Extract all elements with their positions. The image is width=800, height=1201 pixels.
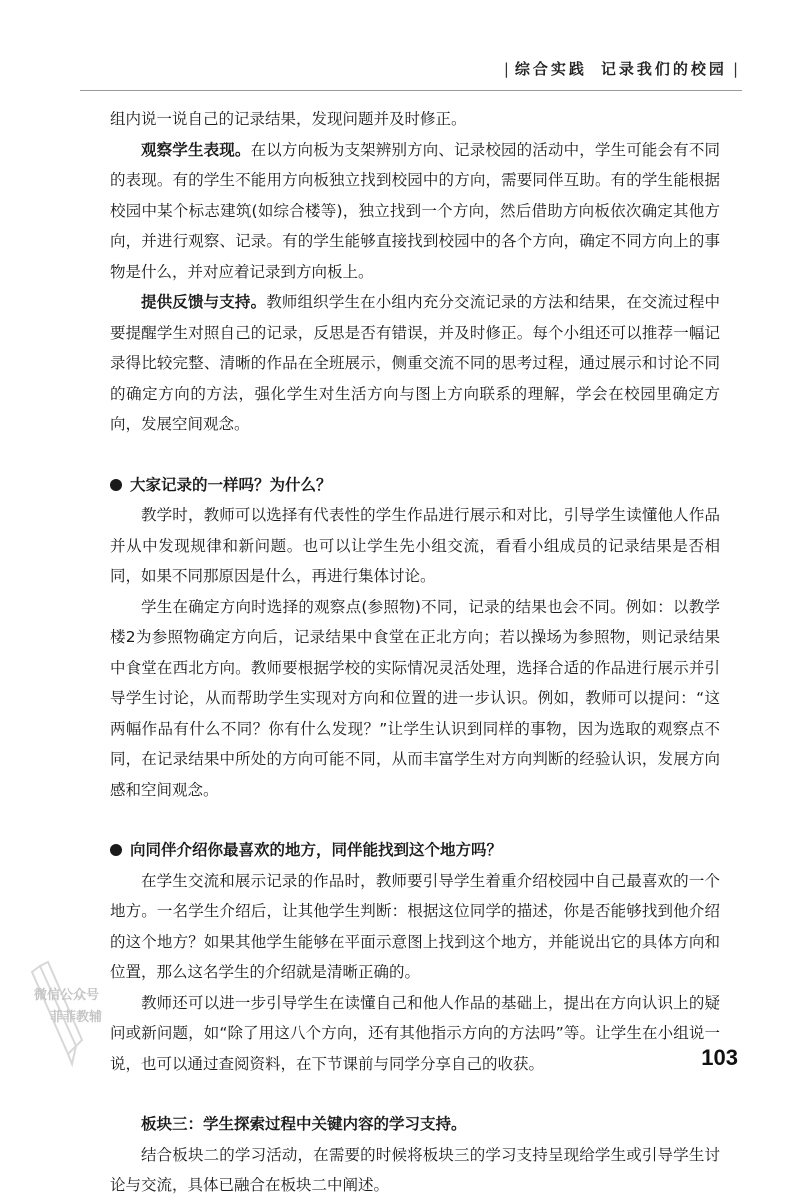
lead-feedback: 提供反馈与支持。 xyxy=(141,293,267,311)
question-heading-1-text: 大家记录的一样吗？为什么？ xyxy=(130,475,332,494)
watermark-line-2: 菲菲教辅 xyxy=(50,1010,103,1025)
question-heading-1 xyxy=(110,470,720,501)
question-2-paragraph-2: 教师还可以进一步引导学生在读懂自己和他人作品的基础上，提出在方向认识上的疑问或新问题，如“除了用这八个方向，还有其他指示方向的方法吗”等。让学生在小组说一说，也可以通过查阅资料，在下节课前与同学分享自己的收获。 xyxy=(110,993,720,1073)
bullet-dot-icon xyxy=(110,844,122,856)
running-header xyxy=(498,58,744,79)
header-topic: 记录我们的校园 xyxy=(600,60,727,78)
watermark-line-1: 微信公众号 xyxy=(34,988,100,1003)
watermark xyxy=(10,958,150,1068)
question-1-paragraph-1: 教学时，教师可以选择有代表性的学生作品进行展示和对比，引导学生读懂他人作品并从中发现规律和新问题。也可以让学生先小组交流，看看小组成员的记录结果是否相同，如果不同那原因是什么，再进行集体讨论。 xyxy=(110,506,720,585)
header-section: 综合实践 xyxy=(514,60,587,78)
question-2-paragraph-1: 在学生交流和展示记录的作品时，教师要引导学生着重介绍校园中自己最喜欢的一个地方。一名学生介绍后，让其他学生判断：根据这位同学的描述，你是否能够找到他介绍的这个地方？如果其他学生能够在平面示意图上找到这个地方，并能说出它的具体方向和位置，那么这名学生的介绍就是清晰正确的。 xyxy=(110,871,720,981)
question-heading-2 xyxy=(110,835,720,866)
lead-observe: 观察学生表现。 xyxy=(141,140,251,159)
question-heading-2-text: 向同伴介绍你最喜欢的地方，同伴能找到这个地方吗？ xyxy=(130,841,503,859)
bullet-dot-icon xyxy=(110,479,122,491)
header-bar-left: | xyxy=(503,60,509,78)
body-feedback: 教师组织学生在小组内充分交流记录的方法和结果，在交流过程中要提醒学生对照自己的记录，反思是否有错误，并及时修正。每个小组还可以推荐一幅记录得比较完整、清晰的作品在全班展示，侧重交流不同的思考过程，通过展示和讨论不同的确定方向的方法，强化学生对生活方向与图上方向联系的理解，学会在校园里确定方向，发展空间观念。 xyxy=(110,293,720,433)
paragraph-continued: 组内说一说自己的记录结果，发现问题并及时修正。 xyxy=(110,110,467,128)
header-rule xyxy=(80,90,742,91)
body-observe: 在以方向板为支架辨别方向、记录校园的活动中，学生可能会有不同的表现。有的学生不能用方向板独立找到校园中的方向，需要同伴互助。有的学生能根据校园中某个标志建筑(如综合楼等)，独立找到一个方向，然后借助方向板依次确定其他方向，并进行观察、记录。有的学生能够直接找到校园中的各个方向，确定不同方向上的事物是什么，并对应着记录到方向板上。 xyxy=(110,140,720,281)
question-1-paragraph-2: 学生在确定方向时选择的观察点(参照物)不同，记录的结果也会不同。例如：以教学楼2为参照物确定方向后，记录结果中食堂在正北方向；若以操场为参照物，则记录结果中食堂在西北方向。教师要根据学校的实际情况灵活处理，选择合适的作品进行展示并引导学生讨论，从而帮助学生实现对方向和位置的进一步认识。例如，教师可以提问：“这两幅作品有什么不同？你有什么发现？”让学生认识到同样的事物，因为选取的观察点不同，在记录结果中所处的方向可能不同，从而丰富学生对方向判断的经验认识，发展方向感和空间观念。 xyxy=(110,597,720,799)
header-bar-right: | xyxy=(732,60,738,78)
section-3-body: 结合板块二的学习活动，在需要的时候将板块三的学习支持呈现给学生或引导学生讨论与交流，具体已融合在板块二中阐述。 xyxy=(110,1145,720,1194)
paragraph-feedback xyxy=(110,287,720,440)
page-body xyxy=(110,104,720,1201)
paragraph-observe xyxy=(110,135,720,288)
page-number: 103 xyxy=(701,1045,738,1070)
section-3-heading: 板块三：学生探索过程中关键内容的学习支持。 xyxy=(141,1115,467,1133)
